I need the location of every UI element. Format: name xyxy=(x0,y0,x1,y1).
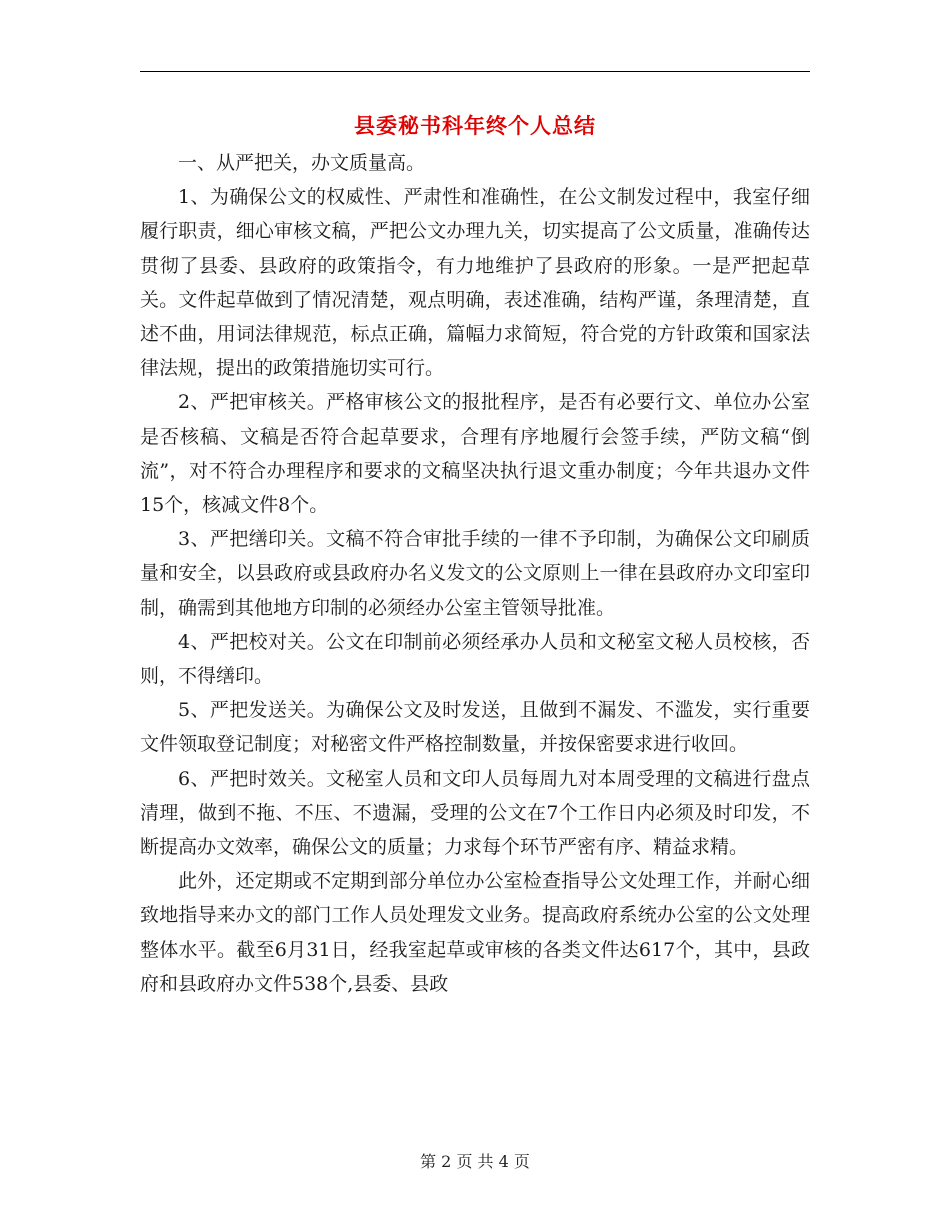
header-rule xyxy=(140,71,810,72)
document-title: 县委秘书科年终个人总结 xyxy=(354,113,596,138)
paragraph: 此外，还定期或不定期到部分单位办公室检查指导公文处理工作，并耐心细致地指导来办文的部门工作人员处理发文业务。提高政府系统办公室的公文处理整体水平。截至6月31日，经我室起草或审核的各类文件达617个，其中，县政府和县政府办文件538个,县委、县政 xyxy=(140,870,810,995)
paragraph: 3、严把缮印关。文稿不符合审批手续的一律不予印制，为确保公文印刷质量和安全，以县政府或县政府办名义发文的公文原则上一律在县政府办文印室印制，确需到其他地方印制的必须经办公室主管领导批准。 xyxy=(140,528,810,619)
paragraph: 4、严把校对关。公文在印制前必须经承办人员和文秘室文秘人员校核，否则，不得缮印。 xyxy=(140,630,810,688)
document-body xyxy=(140,146,810,1001)
paragraph: 1、为确保公文的权威性、严肃性和准确性，在公文制发过程中，我室仔细履行职责，细心审核文稿，严把公文办理九关，切实提高了公文质量，准确传达贯彻了县委、县政府的政策指令，有力地维护了县政府的形象。一是严把起草关。文件起草做到了情况清楚，观点明确，表述准确，结构严谨，条理清楚，直述不曲，用词法律规范，标点正确，篇幅力求简短，符合党的方针政策和国家法律法规，提出的政策措施切实可行。 xyxy=(140,186,810,380)
paragraph: 6、严把时效关。文秘室人员和文印人员每周九对本周受理的文稿进行盘点清理，做到不拖、不压、不遗漏，受理的公文在7个工作日内必须及时印发，不断提高办文效率，确保公文的质量；力求每个环节严密有序、精益求精。 xyxy=(140,767,810,859)
section-heading: 一、从严把关，办文质量高。 xyxy=(178,152,426,174)
paragraph: 2、严把审核关。严格审核公文的报批程序，是否有必要行文、单位办公室是否核稿、文稿是否符合起草要求，合理有序地履行会签手续，严防文稿“倒流”，对不符合办理程序和要求的文稿坚决执行退文重办制度；今年共退办文件15个，核减文件8个。 xyxy=(140,391,810,517)
paragraph: 5、严把发送关。为确保公文及时发送，且做到不漏发、不滥发，实行重要文件领取登记制度；对秘密文件严格控制数量，并按保密要求进行收回。 xyxy=(140,699,810,756)
page-number-footer: 第 2 页 共 4 页 xyxy=(420,1152,530,1171)
